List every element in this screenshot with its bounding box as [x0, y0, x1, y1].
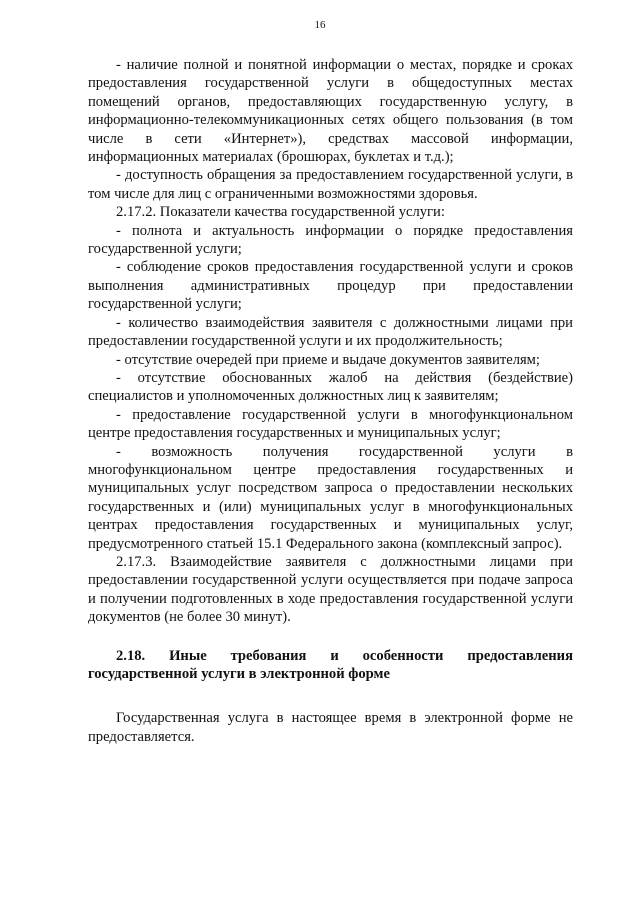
- paragraph-interaction-details: 2.17.3. Взаимодействие заявителя с должностными лицами при предоставлении государственной услуги осуществляется при подаче запроса и получении подготовленных в ходе предоставления государственной услуги документов (не более 30 минут).: [88, 553, 573, 626]
- paragraph-quality-indicators-heading: 2.17.2. Показатели качества государственной услуги:: [116, 204, 445, 221]
- paragraph-mfc: - предоставление государственной услуги в многофункциональном центре предоставления государственных и муниципальных услуг;: [88, 406, 573, 442]
- paragraph-completeness: - полнота и актуальность информации о порядке предоставления государственной услуги;: [88, 222, 573, 258]
- paragraph-deadlines: - соблюдение сроков предоставления государственной услуги и сроков выполнения административных процедур при предоставлении государственной услуги;: [88, 259, 573, 313]
- paragraph-interaction-count: - количество взаимодействия заявителя с должностными лицами при предоставлении государственной услуги и их продолжительность;: [88, 314, 573, 350]
- paragraph-info-availability: - наличие полной и понятной информации о местах, порядке и сроках предоставления государственной услуги в общедоступных местах помещений органов, предоставляющих государственную услугу, в информационно-телекоммуникационных сетях общего пользования (в том числе в сети «Интернет»), средствах массовой информации, информационных материалах (брошюрах, буклетах и т.д.);: [88, 57, 573, 166]
- paragraph-no-queues: - отсутствие очередей при приеме и выдаче документов заявителям;: [116, 351, 540, 368]
- section-heading: [88, 647, 573, 684]
- paragraph-no-complaints: - отсутствие обоснованных жалоб на действия (бездействие) специалистов и уполномоченных должностных лиц к заявителям;: [88, 369, 573, 405]
- document-body: [88, 56, 573, 746]
- section-number: 2.18.: [116, 647, 146, 664]
- page-number: 16: [314, 19, 326, 31]
- paragraph-complex-request: - возможность получения государственной услуги в многофункциональном центре предоставления государственных и муниципальных услуг посредством запроса о предоставлении нескольких государственных и (или) муниципальных услуг в многофункциональных центрах предоставления государственных и муниципальных услуг, предусмотренного статьей 15.1 Федерального закона (комплексный запрос).: [88, 443, 573, 552]
- paragraph-electronic-form: Государственная услуга в настоящее время в электронной форме не предоставляется.: [88, 710, 573, 745]
- section-title: Иные требования и особенности предоставления государственной услуги в электронной форме: [88, 647, 573, 682]
- paragraph-accessibility: - доступность обращения за предоставлением государственной услуги, в том числе для лиц с ограниченными возможностями здоровья.: [88, 167, 573, 202]
